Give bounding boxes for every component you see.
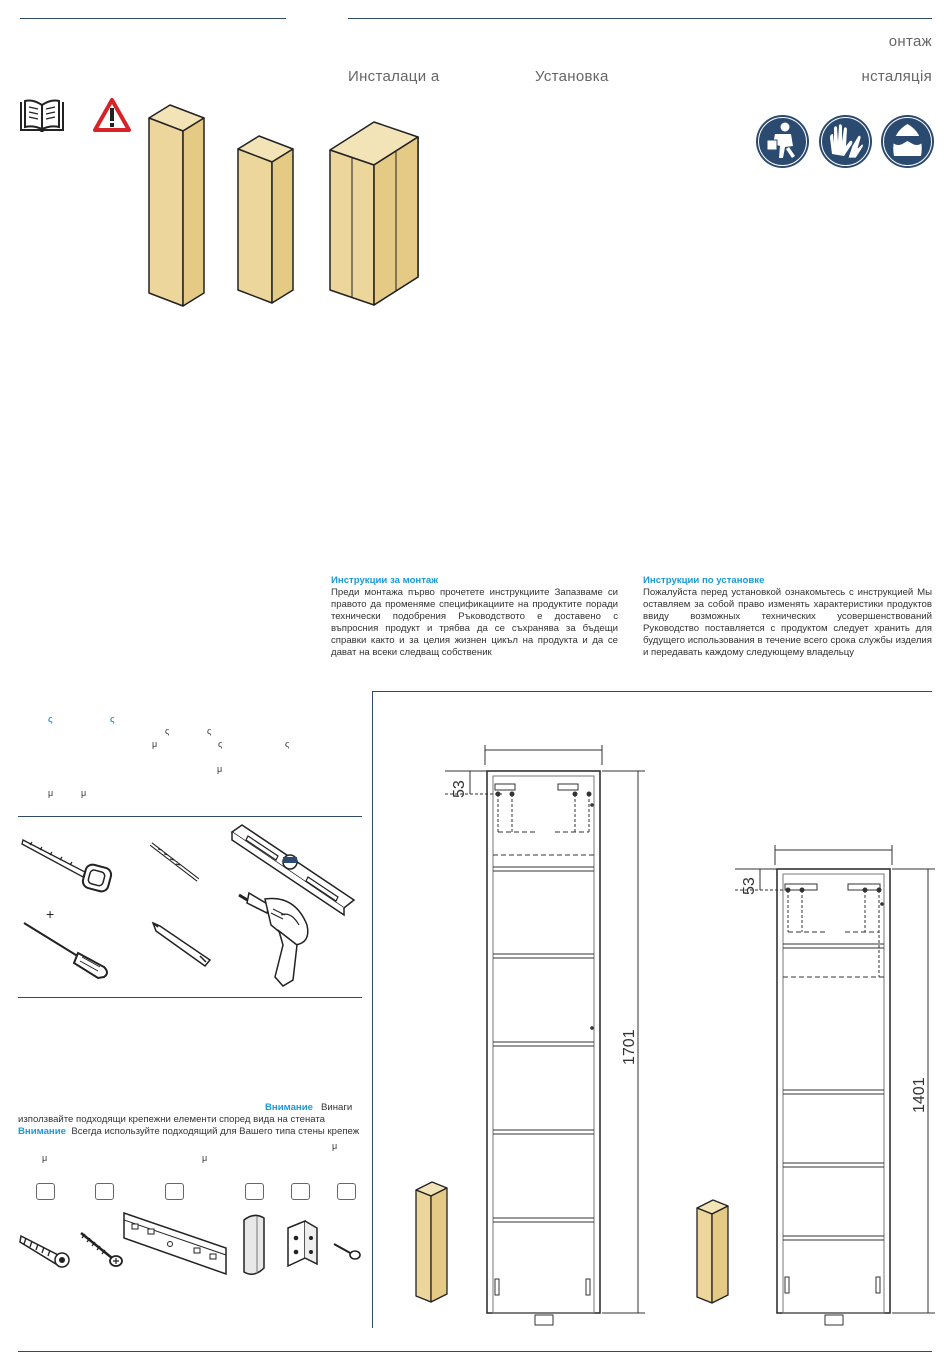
gloves-icon	[818, 114, 873, 169]
warning-triangle-icon	[92, 97, 132, 133]
cover-cap-icon	[240, 1212, 268, 1280]
symbol-s1: ς	[48, 714, 53, 724]
two-person-lift-icon	[755, 114, 810, 169]
footer-rule	[18, 1351, 932, 1352]
drawing-tall-height: 1701	[621, 1029, 638, 1065]
header-rule-right	[348, 18, 932, 19]
warning-bg-line1	[265, 1102, 352, 1114]
header-montage: онтаж	[888, 33, 932, 50]
quantity-box-screw	[95, 1183, 114, 1200]
symbol-m4: μ	[81, 788, 87, 798]
drawing-tall-offset: 53	[451, 780, 468, 798]
instructions-bg-title: Инструкции за монтаж	[331, 575, 439, 586]
quantity-box-wall-plug	[36, 1183, 55, 1200]
small-screw-icon	[332, 1240, 362, 1262]
cabinet-double	[330, 122, 418, 305]
drill-bit-icon	[148, 840, 203, 885]
drawing-medium-offset: 53	[741, 877, 758, 895]
cabinet-medium	[238, 136, 293, 303]
symbol-s6: ς	[285, 739, 290, 749]
quantity-box-cap	[245, 1183, 264, 1200]
symbol-m6: μ	[42, 1153, 48, 1163]
product-cabinets-illustration	[145, 100, 425, 310]
symbol-s5: ς	[218, 739, 223, 749]
wall-plug-icon	[18, 1228, 73, 1270]
symbol-m1: μ	[152, 739, 158, 749]
cabinet-medium-thumbnail	[695, 1198, 731, 1306]
header-installation-ru: Установка	[535, 68, 609, 85]
angle-bracket-icon	[285, 1218, 320, 1270]
hanging-rail-icon	[120, 1210, 230, 1280]
symbol-m2: μ	[217, 764, 223, 774]
warning-ru-block	[18, 1126, 362, 1138]
quantity-box-small-screw	[337, 1183, 356, 1200]
tape-measure-icon	[20, 830, 115, 900]
safety-goggles-icon	[880, 114, 935, 169]
quantity-box-bracket	[291, 1183, 310, 1200]
quantity-box-rail	[165, 1183, 184, 1200]
pencil-icon	[150, 920, 215, 970]
warning-bg-label: Внимание	[265, 1102, 313, 1113]
symbol-s4: ς	[207, 726, 212, 736]
header-rule-left	[20, 18, 286, 19]
book-icon	[18, 97, 66, 135]
screwdriver-icon	[20, 905, 115, 980]
warning-ru-label: Внимание	[18, 1126, 66, 1137]
power-drill-icon	[235, 885, 320, 990]
drawing-tall-cabinet	[440, 740, 650, 1330]
symbol-m3: μ	[48, 788, 54, 798]
symbol-s2: ς	[110, 714, 115, 724]
screw-icon	[78, 1230, 126, 1268]
symbol-m5: μ	[332, 1141, 338, 1151]
warning-bg-line2: използвайте подходящи крепежни елементи според вида на стената	[18, 1114, 325, 1125]
tools-rule-top	[18, 816, 362, 817]
cabinet-tall	[149, 105, 204, 306]
symbol-s3: ς	[165, 726, 170, 736]
instructions-ru-title: Инструкции по установке	[643, 575, 765, 586]
drawing-medium-cabinet	[730, 840, 940, 1330]
section-divider-vertical	[372, 691, 373, 1328]
section-rule-main	[372, 691, 932, 692]
header-installation-bg: Инсталаци а	[348, 68, 440, 85]
warning-bg-text1: Винаги	[320, 1102, 353, 1113]
tools-rule-bottom	[18, 997, 362, 998]
instructions-bg-body: Преди монтажа първо прочетете инструкциите Запазваме си правото да променяме спецификациите на продуктите поради технически подобрения Ръководството е доставено с въпросния продукт и трябва да се съхранява за бъдещи справки както и за целия жизнен цикъл на продукта и да се дават на всеки следващ собственик	[331, 587, 618, 658]
instructions-ru-body: Пожалуйста перед установкой ознакомьтесь с инструкцией Мы оставляем за собой право изменять характеристики продуктов ввиду возможных технических усовершенствований Руководство поставляется с продуктом следует хранить для будущего использования в течение всего срока службы изделия и передавать каждому следующему владельцу	[643, 587, 932, 658]
drawing-medium-height: 1401	[911, 1077, 928, 1113]
warning-ru-text: Всегда используйте подходящий для Вашего типа стены крепеж	[71, 1126, 360, 1137]
symbol-m7: μ	[202, 1153, 208, 1163]
header-installation-uk: нсталяція	[861, 68, 932, 85]
svg-text:+: +	[46, 906, 55, 922]
